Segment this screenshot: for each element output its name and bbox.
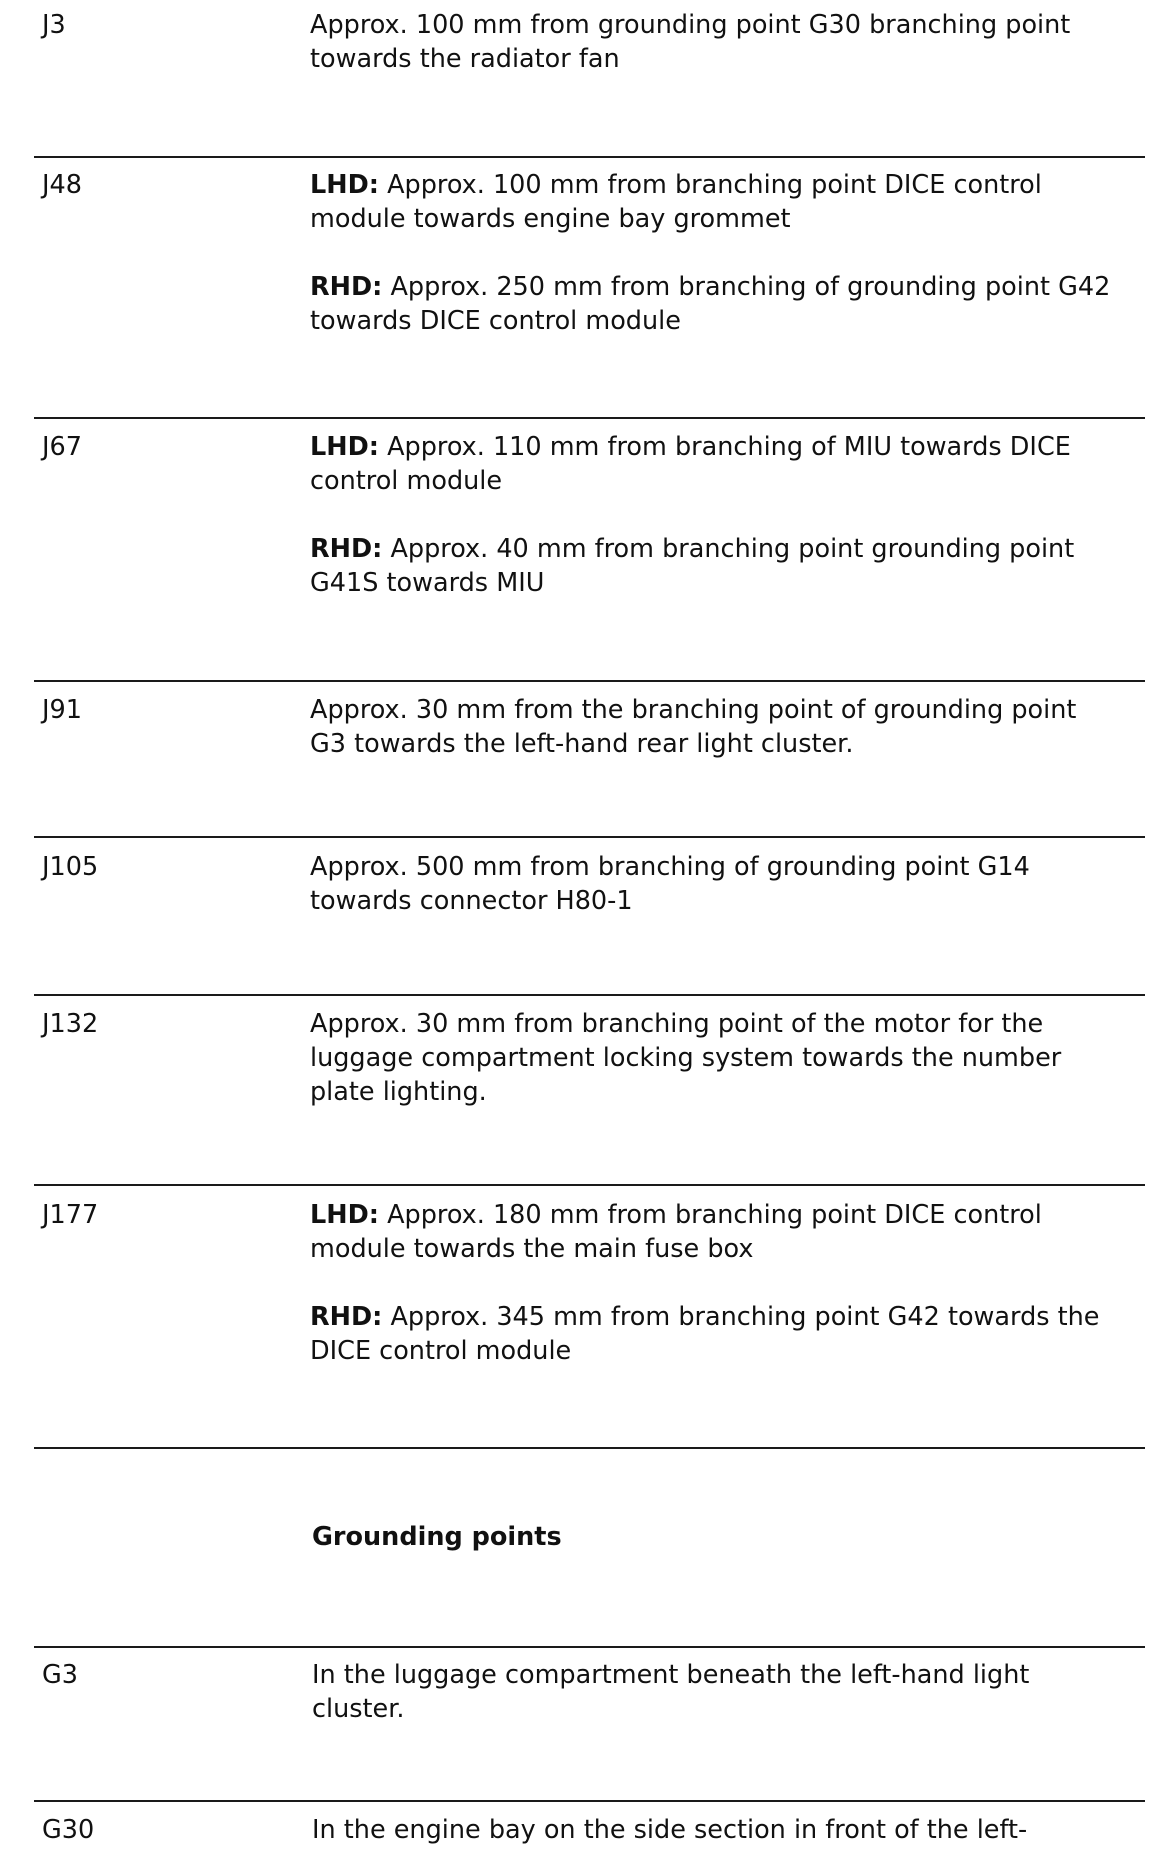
row-divider — [34, 1800, 1145, 1802]
grounding-description: In the luggage compartment beneath the left-hand light cluster. — [312, 1660, 1030, 1724]
row-divider — [34, 1447, 1145, 1449]
lhd-note: LHD: Approx. 110 mm from branching of MIU towards DICE control module — [310, 432, 1071, 496]
junction-description: Approx. 30 mm from branching point of the motor for the luggage compartment locking system towards the number plate lighting. — [310, 1009, 1062, 1107]
section-heading: Grounding points — [312, 1522, 562, 1552]
lhd-label: LHD: — [310, 432, 379, 462]
rhd-note: RHD: Approx. 345 mm from branching point G42 towards the DICE control module — [310, 1302, 1100, 1366]
row-divider — [34, 1646, 1145, 1648]
lhd-note: LHD: Approx. 100 mm from branching point DICE control module towards engine bay grommet — [310, 170, 1042, 234]
lhd-note: LHD: Approx. 180 mm from branching point DICE control module towards the main fuse box — [310, 1200, 1042, 1264]
row-divider — [34, 156, 1145, 158]
junction-code: J177 — [42, 1200, 99, 1230]
junction-description — [310, 168, 1125, 338]
junction-code: J67 — [42, 432, 82, 462]
row-divider — [34, 1184, 1145, 1186]
row-divider — [34, 417, 1145, 419]
rhd-label: RHD: — [310, 1302, 383, 1332]
rhd-note: RHD: Approx. 40 mm from branching point grounding point G41S towards MIU — [310, 534, 1075, 598]
junction-description: Approx. 30 mm from the branching point of grounding point G3 towards the left-hand rear light cluster. — [310, 695, 1077, 759]
rhd-label: RHD: — [310, 272, 383, 302]
junction-description: Approx. 100 mm from grounding point G30 branching point towards the radiator fan — [310, 10, 1071, 74]
junction-description — [310, 430, 1110, 600]
junction-code: J91 — [42, 695, 82, 725]
grounding-code: G3 — [42, 1660, 78, 1690]
junction-code: J48 — [42, 170, 82, 200]
junction-description: Approx. 500 mm from branching of grounding point G14 towards connector H80-1 — [310, 852, 1030, 916]
junction-description — [310, 1198, 1130, 1368]
grounding-code: G30 — [42, 1815, 95, 1845]
lhd-label: LHD: — [310, 1200, 379, 1230]
rhd-label: RHD: — [310, 534, 383, 564]
lhd-label: LHD: — [310, 170, 379, 200]
grounding-description: In the engine bay on the side section in front of the left- — [312, 1815, 1028, 1845]
row-divider — [34, 680, 1145, 682]
junction-code: J132 — [42, 1009, 99, 1039]
row-divider — [34, 994, 1145, 996]
junction-code: J3 — [42, 10, 66, 40]
row-divider — [34, 836, 1145, 838]
junction-code: J105 — [42, 852, 99, 882]
rhd-note: RHD: Approx. 250 mm from branching of grounding point G42 towards DICE control module — [310, 272, 1111, 336]
